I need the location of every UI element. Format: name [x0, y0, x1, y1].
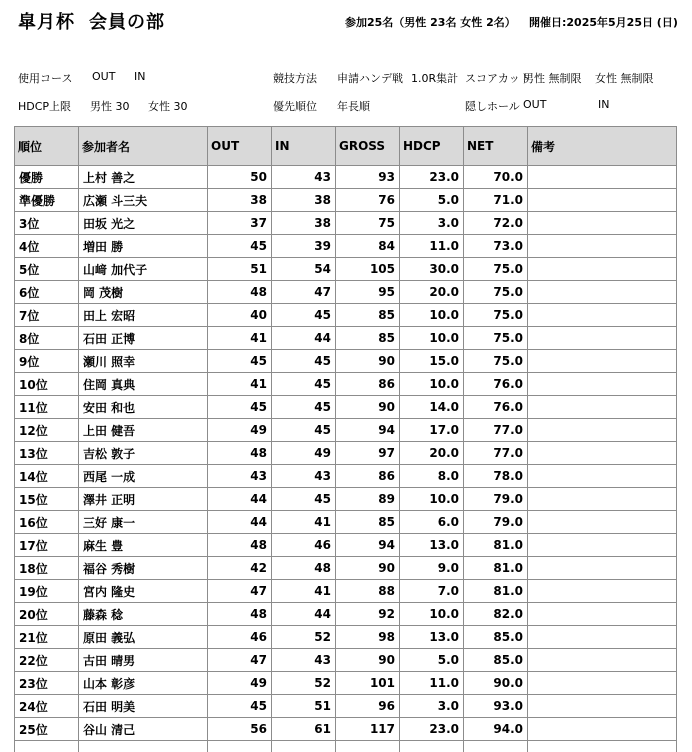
hdcp-cell: 17.0 [400, 419, 464, 442]
net-score-cell: 81.0 [464, 534, 528, 557]
name-cell: 澤井 正明 [79, 488, 208, 511]
rank-cell: 25位 [15, 718, 79, 741]
net-score-cell: 75.0 [464, 281, 528, 304]
empty-cell [79, 741, 208, 752]
name-cell: 安田 和也 [79, 396, 208, 419]
net-score-cell: 81.0 [464, 580, 528, 603]
net-score-cell: 75.0 [464, 304, 528, 327]
table-row [15, 419, 677, 442]
table-row [15, 373, 677, 396]
remarks-cell [528, 235, 677, 258]
table-row [15, 672, 677, 695]
hdcp-cell: 10.0 [400, 488, 464, 511]
net-score-cell: 72.0 [464, 212, 528, 235]
remarks-cell [528, 166, 677, 189]
gross-score-cell: 75 [336, 212, 400, 235]
hdcp-cell: 9.0 [400, 557, 464, 580]
rank-cell: 22位 [15, 649, 79, 672]
column-header-remarks: 備考 [528, 127, 677, 166]
rank-cell: 準優勝 [15, 189, 79, 212]
gross-score-cell: 90 [336, 649, 400, 672]
remarks-cell [528, 212, 677, 235]
remarks-cell [528, 396, 677, 419]
in-score-cell: 52 [272, 626, 336, 649]
remarks-cell [528, 534, 677, 557]
rank-cell: 7位 [15, 304, 79, 327]
out-score-cell: 48 [208, 534, 272, 557]
out-score-cell: 41 [208, 327, 272, 350]
name-cell: 田坂 光之 [79, 212, 208, 235]
table-row [15, 465, 677, 488]
out-score-cell: 45 [208, 350, 272, 373]
net-score-cell: 81.0 [464, 557, 528, 580]
out-score-cell: 48 [208, 281, 272, 304]
scorecut-label: スコアカット [465, 72, 531, 85]
net-score-cell: 79.0 [464, 511, 528, 534]
net-score-cell: 71.0 [464, 189, 528, 212]
out-score-cell: 44 [208, 488, 272, 511]
out-score-cell: 47 [208, 649, 272, 672]
out-score-cell: 49 [208, 419, 272, 442]
remarks-cell [528, 511, 677, 534]
remarks-cell [528, 488, 677, 511]
hdcp-cell: 10.0 [400, 603, 464, 626]
in-score-cell: 54 [272, 258, 336, 281]
gross-score-cell: 96 [336, 695, 400, 718]
hdcp-cell: 13.0 [400, 626, 464, 649]
hdcp-limit-label: HDCP上限 [18, 100, 72, 113]
remarks-cell [528, 304, 677, 327]
name-cell: 増田 勝 [79, 235, 208, 258]
remarks-cell [528, 373, 677, 396]
method-value: 申請ハンデ戦 [337, 72, 403, 85]
in-score-cell: 43 [272, 465, 336, 488]
remarks-cell [528, 649, 677, 672]
column-header-hdcp: HDCP [400, 127, 464, 166]
out-score-cell: 48 [208, 603, 272, 626]
out-score-cell: 45 [208, 695, 272, 718]
net-score-cell: 82.0 [464, 603, 528, 626]
gross-score-cell: 95 [336, 281, 400, 304]
empty-cell [464, 741, 528, 752]
table-row [15, 281, 677, 304]
column-header-name: 参加者名 [79, 127, 208, 166]
in-score-cell: 43 [272, 166, 336, 189]
table-row [15, 327, 677, 350]
hidden-hole-label: 隠しホール [465, 100, 520, 113]
in-score-cell: 38 [272, 212, 336, 235]
in-score-cell: 45 [272, 419, 336, 442]
out-score-cell: 49 [208, 672, 272, 695]
rank-cell: 24位 [15, 695, 79, 718]
out-score-cell: 45 [208, 396, 272, 419]
scorecut-male: 男性 無制限 [523, 72, 582, 85]
name-cell: 古田 晴男 [79, 649, 208, 672]
name-cell: 宮内 隆史 [79, 580, 208, 603]
hdcp-cell: 10.0 [400, 327, 464, 350]
rank-cell: 6位 [15, 281, 79, 304]
in-score-cell: 43 [272, 649, 336, 672]
remarks-cell [528, 580, 677, 603]
name-cell: 瀬川 照幸 [79, 350, 208, 373]
out-score-cell: 41 [208, 373, 272, 396]
gross-score-cell: 92 [336, 603, 400, 626]
net-score-cell: 73.0 [464, 235, 528, 258]
rank-cell: 17位 [15, 534, 79, 557]
in-score-cell: 38 [272, 189, 336, 212]
table-row [15, 189, 677, 212]
name-cell: 吉松 敦子 [79, 442, 208, 465]
in-score-cell: 46 [272, 534, 336, 557]
hdcp-cell: 23.0 [400, 718, 464, 741]
gross-score-cell: 86 [336, 465, 400, 488]
hdcp-cell: 11.0 [400, 235, 464, 258]
title-sub: 会員の部 [89, 12, 165, 33]
hdcp-cell: 11.0 [400, 672, 464, 695]
hdcp-cell: 6.0 [400, 511, 464, 534]
table-row [15, 442, 677, 465]
rank-cell: 8位 [15, 327, 79, 350]
empty-cell [208, 741, 272, 752]
table-row [15, 488, 677, 511]
rank-cell: 15位 [15, 488, 79, 511]
rank-cell: 10位 [15, 373, 79, 396]
net-score-cell: 90.0 [464, 672, 528, 695]
rank-cell: 9位 [15, 350, 79, 373]
table-row [15, 511, 677, 534]
remarks-cell [528, 626, 677, 649]
gross-score-cell: 90 [336, 557, 400, 580]
hdcp-cell: 5.0 [400, 649, 464, 672]
page-title [18, 8, 165, 34]
remarks-cell [528, 718, 677, 741]
table-row [15, 166, 677, 189]
out-score-cell: 43 [208, 465, 272, 488]
rank-cell: 3位 [15, 212, 79, 235]
gross-score-cell: 89 [336, 488, 400, 511]
name-cell: 石田 正博 [79, 327, 208, 350]
empty-cell [400, 741, 464, 752]
name-cell: 三好 康一 [79, 511, 208, 534]
rank-cell: 11位 [15, 396, 79, 419]
out-score-cell: 47 [208, 580, 272, 603]
in-score-cell: 39 [272, 235, 336, 258]
table-row [15, 258, 677, 281]
name-cell: 田上 宏昭 [79, 304, 208, 327]
in-score-cell: 49 [272, 442, 336, 465]
in-score-cell: 47 [272, 281, 336, 304]
net-score-cell: 79.0 [464, 488, 528, 511]
table-row [15, 235, 677, 258]
column-header-rank: 順位 [15, 127, 79, 166]
name-cell: 石田 明美 [79, 695, 208, 718]
in-score-cell: 45 [272, 396, 336, 419]
net-score-cell: 85.0 [464, 626, 528, 649]
out-score-cell: 42 [208, 557, 272, 580]
name-cell: 西尾 一成 [79, 465, 208, 488]
column-header-net: NET [464, 127, 528, 166]
in-score-cell: 61 [272, 718, 336, 741]
gross-score-cell: 90 [336, 396, 400, 419]
name-cell: 山﨑 加代子 [79, 258, 208, 281]
hdcp-cell: 20.0 [400, 281, 464, 304]
table-row [15, 603, 677, 626]
out-score-cell: 56 [208, 718, 272, 741]
rank-cell: 19位 [15, 580, 79, 603]
net-score-cell: 76.0 [464, 396, 528, 419]
name-cell: 岡 茂樹 [79, 281, 208, 304]
gross-score-cell: 85 [336, 304, 400, 327]
in-score-cell: 45 [272, 373, 336, 396]
remarks-cell [528, 465, 677, 488]
hdcp-cell: 13.0 [400, 534, 464, 557]
name-cell: 上田 健吾 [79, 419, 208, 442]
title-main: 皐月杯 [18, 12, 75, 33]
column-header-in: IN [272, 127, 336, 166]
name-cell: 上村 善之 [79, 166, 208, 189]
empty-cell [15, 741, 79, 752]
hdcp-cell: 8.0 [400, 465, 464, 488]
remarks-cell [528, 695, 677, 718]
empty-cell [528, 741, 677, 752]
gross-score-cell: 90 [336, 350, 400, 373]
remarks-cell [528, 419, 677, 442]
net-score-cell: 70.0 [464, 166, 528, 189]
rank-cell: 21位 [15, 626, 79, 649]
hdcp-cell: 7.0 [400, 580, 464, 603]
net-score-cell: 78.0 [464, 465, 528, 488]
net-score-cell: 75.0 [464, 350, 528, 373]
rank-cell: 12位 [15, 419, 79, 442]
hdcp-cell: 14.0 [400, 396, 464, 419]
table-row [15, 626, 677, 649]
gross-score-cell: 93 [336, 166, 400, 189]
column-header-out: OUT [208, 127, 272, 166]
hdcp-limit-female: 女性 30 [148, 100, 188, 113]
net-score-cell: 94.0 [464, 718, 528, 741]
remarks-cell [528, 189, 677, 212]
out-score-cell: 50 [208, 166, 272, 189]
priority-value: 年長順 [337, 100, 370, 113]
table-row [15, 649, 677, 672]
out-score-cell: 40 [208, 304, 272, 327]
in-score-cell: 44 [272, 327, 336, 350]
gross-score-cell: 76 [336, 189, 400, 212]
empty-cell [336, 741, 400, 752]
in-score-cell: 51 [272, 695, 336, 718]
rank-cell: 23位 [15, 672, 79, 695]
in-score-cell: 44 [272, 603, 336, 626]
out-score-cell: 45 [208, 235, 272, 258]
column-header-gross: GROSS [336, 127, 400, 166]
gross-score-cell: 85 [336, 327, 400, 350]
gross-score-cell: 97 [336, 442, 400, 465]
table-row [15, 396, 677, 419]
method-calc: 1.0R集計 [411, 72, 459, 85]
table-row [15, 580, 677, 603]
gross-score-cell: 105 [336, 258, 400, 281]
gross-score-cell: 98 [336, 626, 400, 649]
net-score-cell: 77.0 [464, 442, 528, 465]
in-score-cell: 41 [272, 511, 336, 534]
hdcp-cell: 10.0 [400, 373, 464, 396]
rank-cell: 16位 [15, 511, 79, 534]
remarks-cell [528, 557, 677, 580]
event-date: 開催日:2025年5月25日 (日) [529, 16, 678, 29]
table-row [15, 304, 677, 327]
table-row-empty [15, 741, 677, 752]
empty-cell [272, 741, 336, 752]
hdcp-cell: 30.0 [400, 258, 464, 281]
out-score-cell: 48 [208, 442, 272, 465]
in-score-cell: 45 [272, 488, 336, 511]
hidden-hole-in: IN [598, 98, 610, 111]
rank-cell: 優勝 [15, 166, 79, 189]
out-score-cell: 44 [208, 511, 272, 534]
in-score-cell: 45 [272, 350, 336, 373]
hdcp-cell: 20.0 [400, 442, 464, 465]
participants-summary: 参加25名（男性 23名 女性 2名） [345, 16, 516, 29]
hdcp-cell: 10.0 [400, 304, 464, 327]
net-score-cell: 76.0 [464, 373, 528, 396]
hdcp-cell: 3.0 [400, 695, 464, 718]
results-table [14, 126, 677, 752]
course-in: IN [134, 70, 146, 83]
gross-score-cell: 85 [336, 511, 400, 534]
remarks-cell [528, 672, 677, 695]
net-score-cell: 75.0 [464, 258, 528, 281]
name-cell: 谷山 清己 [79, 718, 208, 741]
gross-score-cell: 88 [336, 580, 400, 603]
out-score-cell: 37 [208, 212, 272, 235]
gross-score-cell: 117 [336, 718, 400, 741]
rank-cell: 13位 [15, 442, 79, 465]
scorecut-female: 女性 無制限 [595, 72, 654, 85]
in-score-cell: 48 [272, 557, 336, 580]
hdcp-cell: 23.0 [400, 166, 464, 189]
course-out: OUT [92, 70, 116, 83]
table-row [15, 534, 677, 557]
remarks-cell [528, 442, 677, 465]
in-score-cell: 41 [272, 580, 336, 603]
priority-label: 優先順位 [273, 100, 317, 113]
hdcp-cell: 15.0 [400, 350, 464, 373]
out-score-cell: 46 [208, 626, 272, 649]
in-score-cell: 52 [272, 672, 336, 695]
hdcp-cell: 3.0 [400, 212, 464, 235]
net-score-cell: 93.0 [464, 695, 528, 718]
rank-cell: 18位 [15, 557, 79, 580]
table-row [15, 350, 677, 373]
table-row [15, 557, 677, 580]
gross-score-cell: 86 [336, 373, 400, 396]
remarks-cell [528, 281, 677, 304]
rank-cell: 4位 [15, 235, 79, 258]
name-cell: 山本 彰彦 [79, 672, 208, 695]
gross-score-cell: 84 [336, 235, 400, 258]
name-cell: 福谷 秀樹 [79, 557, 208, 580]
net-score-cell: 85.0 [464, 649, 528, 672]
out-score-cell: 51 [208, 258, 272, 281]
table-row [15, 695, 677, 718]
rank-cell: 14位 [15, 465, 79, 488]
name-cell: 麻生 豊 [79, 534, 208, 557]
table-row [15, 212, 677, 235]
name-cell: 藤森 稔 [79, 603, 208, 626]
remarks-cell [528, 327, 677, 350]
name-cell: 広瀬 斗三夫 [79, 189, 208, 212]
rank-cell: 5位 [15, 258, 79, 281]
in-score-cell: 45 [272, 304, 336, 327]
gross-score-cell: 101 [336, 672, 400, 695]
name-cell: 原田 義弘 [79, 626, 208, 649]
course-label: 使用コース [18, 72, 73, 85]
gross-score-cell: 94 [336, 534, 400, 557]
hdcp-limit-male: 男性 30 [90, 100, 130, 113]
method-label: 競技方法 [273, 72, 317, 85]
remarks-cell [528, 350, 677, 373]
table-row [15, 718, 677, 741]
net-score-cell: 75.0 [464, 327, 528, 350]
hdcp-cell: 5.0 [400, 189, 464, 212]
hidden-hole-out: OUT [523, 98, 547, 111]
out-score-cell: 38 [208, 189, 272, 212]
name-cell: 住岡 真典 [79, 373, 208, 396]
net-score-cell: 77.0 [464, 419, 528, 442]
remarks-cell [528, 603, 677, 626]
table-header-row [15, 127, 677, 166]
rank-cell: 20位 [15, 603, 79, 626]
remarks-cell [528, 258, 677, 281]
gross-score-cell: 94 [336, 419, 400, 442]
